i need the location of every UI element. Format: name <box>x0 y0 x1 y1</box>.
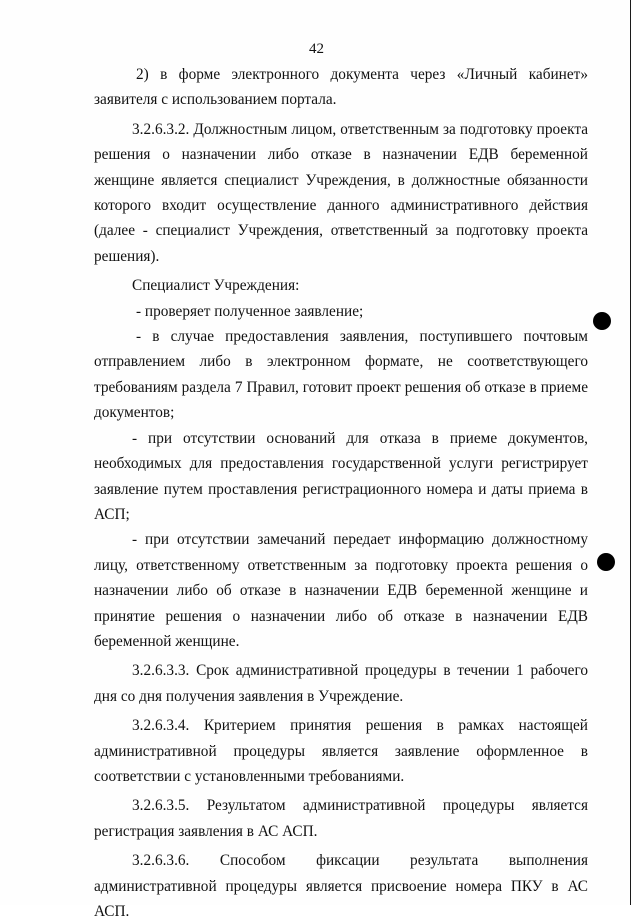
paragraph-portal-option: 2) в форме электронного документа через «Личный кабинет» заявителя с использованием портала. <box>94 66 588 109</box>
page-number: 42 <box>309 41 324 57</box>
paragraph-3-2-6-3-2: 3.2.6.3.2. Должностным лицом, ответственным за подготовку проекта решения о назначении либо отказе в назначении ЕДВ беременной женщине является специалист Учреждения, в должностные обязанности которого входит осуществление данного административного действия (далее - специалист Учреждения, ответственный за подготовку проекта решения). <box>94 120 588 265</box>
document-body <box>94 62 588 924</box>
scan-edge-line <box>630 0 631 905</box>
paragraph-3-2-6-3-3: 3.2.6.3.3. Срок административной процедуры в течении 1 рабочего дня со дня получения заявления в Учреждение. <box>94 662 588 705</box>
paragraph-3-2-6-3-5: 3.2.6.3.5. Результатом административной процедуры является регистрация заявления в АС АСП. <box>94 797 588 840</box>
paragraph-refusal-draft: - в случае предоставления заявления, поступившего почтовым отправлением либо в электронном формате, не соответствующего требованиям раздела 7 Правил, готовит проект решения об отказе в приеме документов; <box>94 328 588 422</box>
paragraph-checks-application: - проверяет полученное заявление; <box>136 302 364 320</box>
paragraph-registration: - при отсутствии оснований для отказа в приеме документов, необходимых для предоставления государственной услуги регистрирует заявление путем проставления регистрационного номера и даты приема в АСП; <box>94 429 588 523</box>
punch-hole-mark-top <box>593 312 611 330</box>
paragraph-3-2-6-3-6: 3.2.6.3.6. Способом фиксации результата выполнения административной процедуры является присвоение номера ПКУ в АС АСП. <box>94 852 588 920</box>
punch-hole-mark-bottom <box>597 553 615 571</box>
paragraph-specialist-heading: Специалист Учреждения: <box>132 277 300 295</box>
paragraph-3-2-6-3-4: 3.2.6.3.4. Критерием принятия решения в рамках настоящей административной процедуры является заявление оформленное в соответствии с установленными требованиями. <box>94 717 588 785</box>
paragraph-transfer-info: - при отсутствии замечаний передает информацию должностному лицу, ответственному ответственным за подготовку проекта решения о назначении либо об отказе в назначении ЕДВ беременной женщине и принятие решения о назначении либо об отказе в назначении ЕДВ беременной женщине. <box>94 531 588 650</box>
